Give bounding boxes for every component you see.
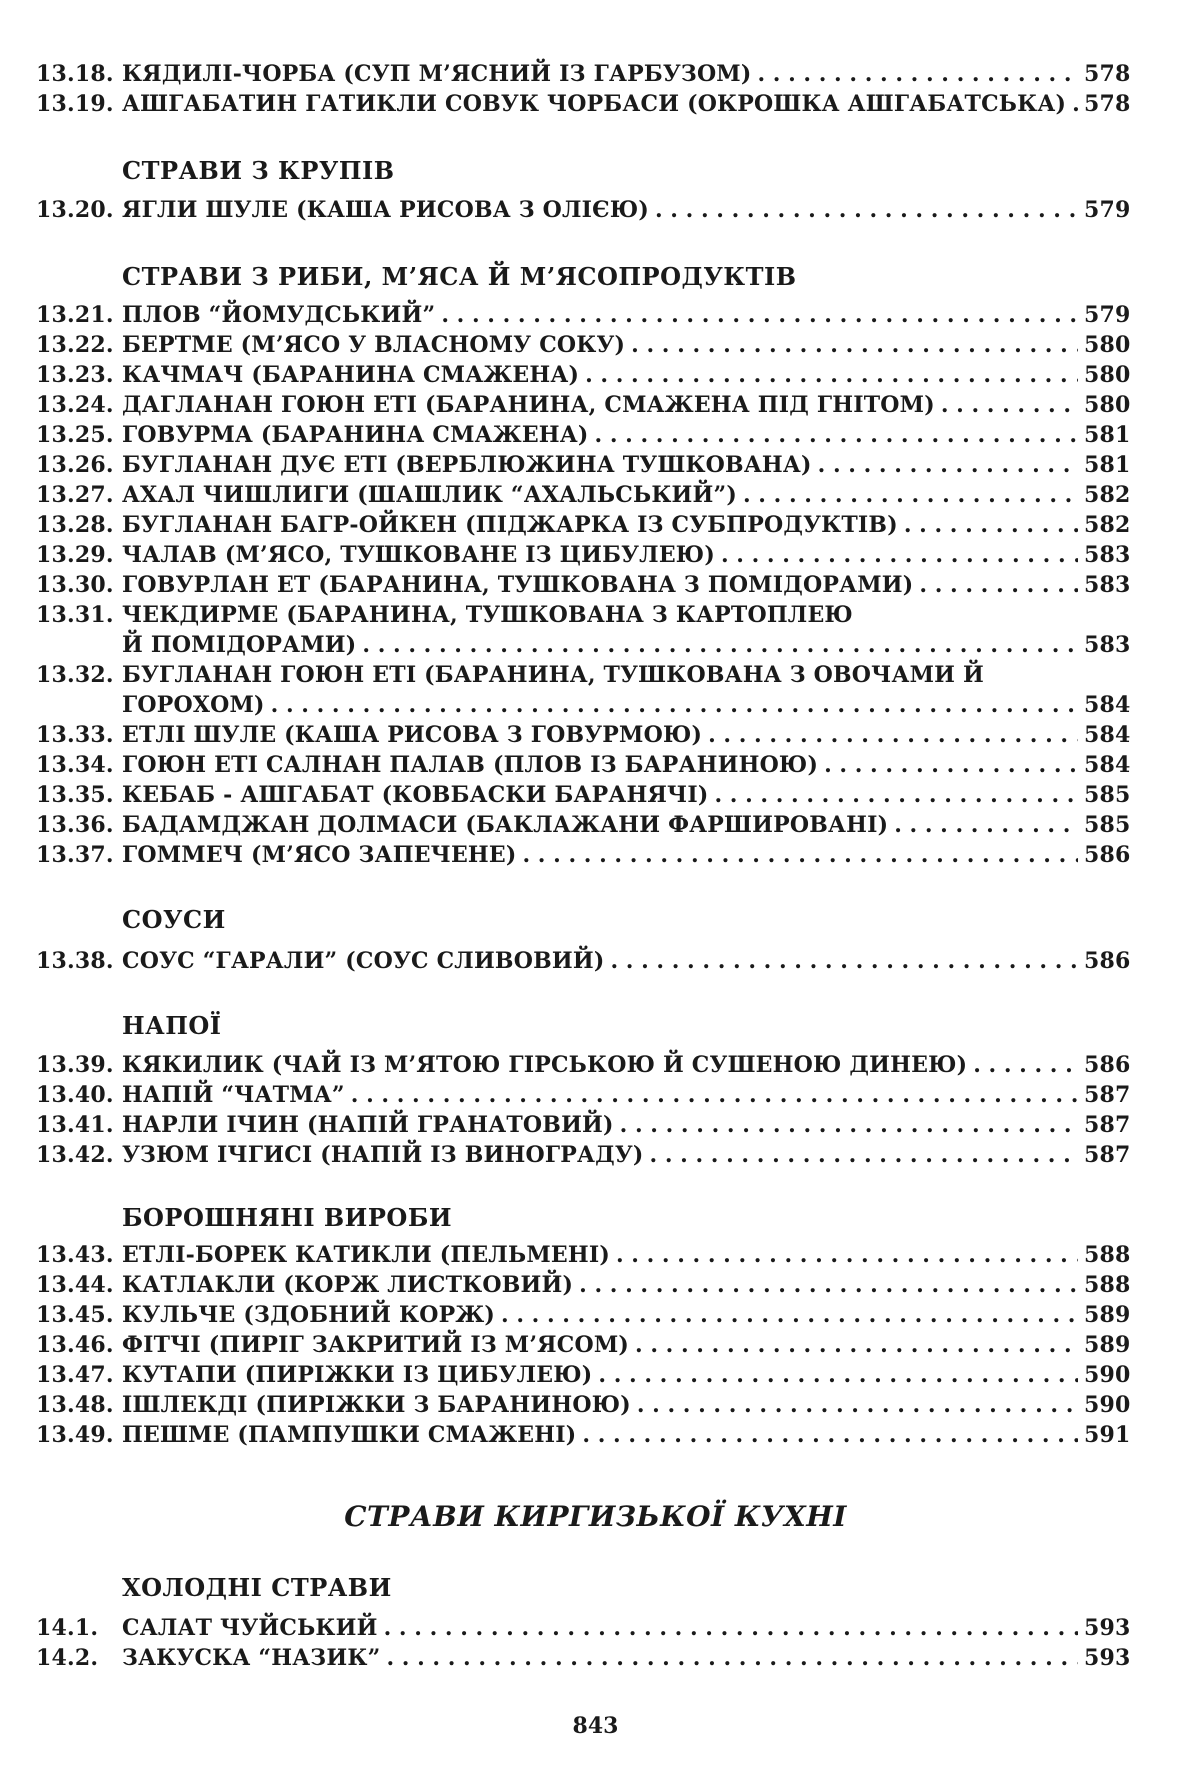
entry-page: 580 [1084,392,1131,418]
entry-number: 13.26. [36,452,114,478]
dot-leader [708,721,1078,749]
entry-page: 583 [1084,542,1131,568]
entry-page: 591 [1084,1422,1131,1448]
dot-leader [919,571,1078,599]
entry-page: 585 [1084,782,1131,808]
entry-page: 589 [1084,1332,1131,1358]
dot-leader [582,1421,1078,1449]
entry-page: 593 [1084,1615,1131,1641]
entry-page: 579 [1084,197,1131,223]
dot-leader [610,947,1078,975]
entry-title: БАДАМДЖАН ДОЛМАСИ (БАКЛАЖАНИ ФАРШИРОВАНІ) [122,812,889,838]
entry-title: КЯКИЛИК (ЧАЙ ІЗ М’ЯТОЮ ГІРСЬКОЮ Й СУШЕНОЮ ДИНЕЮ) [122,1052,968,1078]
entry-page: 584 [1084,722,1131,748]
entry-page: 580 [1084,362,1131,388]
entry-number: 13.23. [36,362,114,388]
entry-title: ГОЮН ЕТІ САЛНАН ПАЛАВ (ПЛОВ ІЗ БАРАНИНОЮ) [122,752,819,778]
dot-leader [637,1391,1078,1419]
entry-page: 585 [1084,812,1131,838]
entry-page: 587 [1084,1082,1131,1108]
entry-page: 587 [1084,1142,1131,1168]
entry-number: 13.49. [36,1422,114,1448]
entry-page: 584 [1084,692,1131,718]
section-heading: ХОЛОДНІ СТРАВИ [122,1573,392,1602]
dot-leader [904,511,1078,539]
entry-page: 586 [1084,948,1131,974]
toc-entry [36,1051,1131,1079]
dot-leader [650,1141,1078,1169]
entry-page: 588 [1084,1242,1131,1268]
toc-entry [36,1331,1131,1359]
entry-page: 583 [1084,572,1131,598]
entry-number: 13.40. [36,1082,114,1108]
dot-leader [721,541,1078,569]
toc-entry [36,361,1131,389]
section-heading: СОУСИ [122,905,226,934]
dot-leader [714,781,1078,809]
toc-entry [36,1081,1131,1109]
entry-title: КЯДИЛІ-ЧОРБА (СУП М’ЯСНИЙ ІЗ ГАРБУЗОМ) [122,61,752,87]
entry-number: 13.39. [36,1052,114,1078]
entry-title: КАТЛАКЛИ (КОРЖ ЛИСТКОВИЙ) [122,1272,574,1298]
dot-leader [973,1051,1078,1079]
entry-number: 14.1. [36,1615,99,1641]
entry-number: 13.30. [36,572,114,598]
dot-leader [595,421,1078,449]
page-number: 843 [572,1713,619,1739]
toc-entry [36,511,1131,539]
dot-leader [743,481,1078,509]
toc-entry [36,1614,1131,1642]
entry-title: ПЛОВ “ЙОМУДСЬКИЙ” [122,302,436,328]
entry-number: 13.27. [36,482,114,508]
toc-entry [36,541,1131,569]
toc-entry [36,1271,1131,1299]
dot-leader [271,691,1078,719]
toc-entry [36,601,1128,629]
section-heading: СТРАВИ З КРУПІВ [122,156,395,185]
dot-leader [631,331,1078,359]
entry-number: 13.48. [36,1392,114,1418]
entry-page: 579 [1084,302,1131,328]
dot-leader [598,1361,1078,1389]
entry-number: 13.41. [36,1112,114,1138]
toc-entry-continuation [122,691,1131,719]
dot-leader [351,1081,1078,1109]
dot-leader [941,391,1078,419]
entry-title: ПЕШМЕ (ПАМПУШКИ СМАЖЕНІ) [122,1422,577,1448]
dot-leader [522,841,1078,869]
entry-number: 13.45. [36,1302,114,1328]
entry-page: 578 [1084,61,1131,87]
entry-title: ДАГЛАНАН ГОЮН ЕТІ (БАРАНИНА, СМАЖЕНА ПІД ГНІТОМ) [122,392,935,418]
dot-leader [616,1241,1078,1269]
dot-leader [824,751,1078,779]
entry-number: 13.38. [36,948,114,974]
entry-page: 582 [1084,512,1131,538]
toc-entry [36,301,1131,329]
entry-page: 593 [1084,1645,1131,1671]
toc-entry [36,1141,1131,1169]
dot-leader [655,196,1078,224]
entry-title: КУТАПИ (ПИРІЖКИ ІЗ ЦИБУЛЕЮ) [122,1362,593,1388]
toc-entry [36,1301,1131,1329]
toc-entry [36,661,1128,689]
toc-entry [36,196,1131,224]
entry-number: 13.20. [36,197,114,223]
entry-number: 13.46. [36,1332,114,1358]
entry-page: 581 [1084,452,1131,478]
entry-page: 588 [1084,1272,1131,1298]
entry-number: 13.34. [36,752,114,778]
toc-entry [36,947,1131,975]
toc-entry [36,781,1131,809]
entry-title: НАПІЙ “ЧАТМА” [122,1082,345,1108]
entry-title: ЗАКУСКА “НАЗИК” [122,1645,381,1671]
toc-entry [36,451,1131,479]
toc-entry [36,721,1131,749]
entry-number: 13.19. [36,91,114,117]
entry-title: БЕРТМЕ (М’ЯСО У ВЛАСНОМУ СОКУ) [122,332,626,358]
entry-number: 13.36. [36,812,114,838]
dot-leader [386,1644,1078,1672]
toc-entry [36,60,1131,88]
toc-entry [36,1241,1131,1269]
entry-number: 13.25. [36,422,114,448]
dot-leader [585,361,1078,389]
entry-number: 13.22. [36,332,114,358]
entry-page: 586 [1084,1052,1131,1078]
entry-number: 13.29. [36,542,114,568]
dot-leader [384,1614,1078,1642]
entry-title: ЧАЛАВ (М’ЯСО, ТУШКОВАНЕ ІЗ ЦИБУЛЕЮ) [122,542,715,568]
entry-page: 590 [1084,1362,1131,1388]
entry-title: ФІТЧІ (ПИРІГ ЗАКРИТИЙ ІЗ М’ЯСОМ) [122,1332,630,1358]
entry-title: БУГЛАНАН ДУЄ ЕТІ (ВЕРБЛЮЖИНА ТУШКОВАНА) [122,452,812,478]
entry-title: БУГЛАНАН БАГР-ОЙКЕН (ПІДЖАРКА ІЗ СУБПРОДУКТІВ) [122,512,898,538]
toc-entry [36,1421,1131,1449]
entry-title: АХАЛ ЧИШЛИГИ (ШАШЛИК “АХАЛЬСЬКИЙ”) [122,482,737,508]
entry-title-continuation: Й ПОМІДОРАМИ) [122,632,357,658]
toc-entry [36,841,1131,869]
toc-entry [36,1391,1131,1419]
entry-number: 13.47. [36,1362,114,1388]
entry-page: 586 [1084,842,1131,868]
toc-entry [36,90,1131,118]
entry-number: 13.21. [36,302,114,328]
entry-number: 13.33. [36,722,114,748]
entry-number: 13.18. [36,61,114,87]
dot-leader [501,1301,1078,1329]
entry-title: ГОВУРЛАН ЕТ (БАРАНИНА, ТУШКОВАНА З ПОМІДОРАМИ) [122,572,914,598]
entry-page: 589 [1084,1302,1131,1328]
entry-title: ГОВУРМА (БАРАНИНА СМАЖЕНА) [122,422,589,448]
entry-page: 578 [1084,91,1131,117]
chapter-title: СТРАВИ КИРГИЗЬКОЇ КУХНІ [344,1500,847,1533]
dot-leader [579,1271,1078,1299]
dot-leader [818,451,1078,479]
toc-entry [36,331,1131,359]
entry-title: ЯГЛИ ШУЛЕ (КАША РИСОВА З ОЛІЄЮ) [122,197,649,223]
entry-number: 13.28. [36,512,114,538]
section-heading: НАПОЇ [122,1011,222,1040]
entry-title: ІШЛЕКДІ (ПИРІЖКИ З БАРАНИНОЮ) [122,1392,631,1418]
entry-page: 582 [1084,482,1131,508]
toc-entry [36,481,1131,509]
dot-leader [757,60,1078,88]
dot-leader [894,811,1078,839]
toc-entry [36,571,1131,599]
entry-number: 13.37. [36,842,114,868]
toc-entry [36,1361,1131,1389]
entry-title: БУГЛАНАН ГОЮН ЕТІ (БАРАНИНА, ТУШКОВАНА З ОВОЧАМИ Й [122,662,984,688]
entry-number: 13.35. [36,782,114,808]
entry-number: 13.43. [36,1242,114,1268]
entry-page: 590 [1084,1392,1131,1418]
entry-title: ЕТЛІ ШУЛЕ (КАША РИСОВА З ГОВУРМОЮ) [122,722,703,748]
dot-leader [362,631,1078,659]
entry-number: 13.44. [36,1272,114,1298]
dot-leader [635,1331,1078,1359]
entry-number: 13.42. [36,1142,114,1168]
entry-number: 13.24. [36,392,114,418]
entry-number: 13.32. [36,662,114,688]
entry-title: УЗЮМ ІЧГИСІ (НАПІЙ ІЗ ВИНОГРАДУ) [122,1142,644,1168]
entry-title: ГОММЕЧ (М’ЯСО ЗАПЕЧЕНЕ) [122,842,517,868]
entry-title: АШГАБАТИН ГАТИКЛИ СОВУК ЧОРБАСИ (ОКРОШКА АШГАБАТСЬКА) [122,91,1067,117]
entry-title: ЕТЛІ-БОРЕК КАТИКЛИ (ПЕЛЬМЕНІ) [122,1242,610,1268]
entry-title: ЧЕКДИРМЕ (БАРАНИНА, ТУШКОВАНА З КАРТОПЛЕЮ [122,602,853,628]
toc-entry [36,1644,1131,1672]
entry-title: САЛАТ ЧУЙСЬКИЙ [122,1615,378,1641]
section-heading: БОРОШНЯНІ ВИРОБИ [122,1203,452,1232]
entry-page: 580 [1084,332,1131,358]
section-heading: СТРАВИ З РИБИ, М’ЯСА Й М’ЯСОПРОДУКТІВ [122,262,797,291]
entry-page: 584 [1084,752,1131,778]
entry-number: 14.2. [36,1645,99,1671]
entry-title: КАЧМАЧ (БАРАНИНА СМАЖЕНА) [122,362,580,388]
entry-page: 581 [1084,422,1131,448]
toc-entry [36,1111,1131,1139]
toc-entry [36,811,1131,839]
toc-entry [36,421,1131,449]
entry-page: 587 [1084,1112,1131,1138]
entry-title: КУЛЬЧЕ (ЗДОБНИЙ КОРЖ) [122,1302,496,1328]
toc-entry [36,751,1131,779]
entry-title: КЕБАБ - АШГАБАТ (КОВБАСКИ БАРАНЯЧІ) [122,782,709,808]
entry-title-continuation: ГОРОХОМ) [122,692,265,718]
entry-title: СОУС “ГАРАЛИ” (СОУС СЛИВОВИЙ) [122,948,605,974]
toc-entry [36,391,1131,419]
entry-number: 13.31. [36,602,114,628]
dot-leader [441,301,1078,329]
entry-page: 583 [1084,632,1131,658]
dot-leader [620,1111,1078,1139]
dot-leader [1072,90,1078,118]
entry-title: НАРЛИ ІЧИН (НАПІЙ ГРАНАТОВИЙ) [122,1112,614,1138]
toc-entry-continuation [122,631,1131,659]
